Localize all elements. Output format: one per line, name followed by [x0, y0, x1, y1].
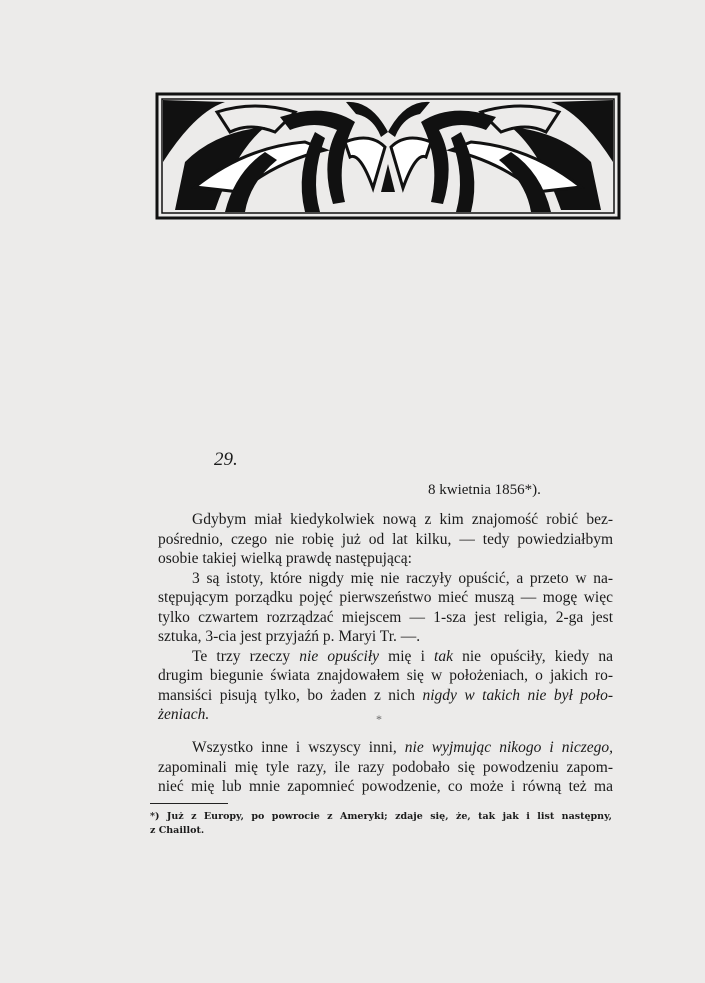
- italic-run: tak: [434, 647, 453, 665]
- text-line: pośrednio, czego nie robię już od lat kilku, — tedy powiedziałbym: [158, 530, 613, 548]
- date-footnote-mark: *).: [524, 482, 541, 498]
- text-line: sztuka, 3-cia jest przyjaźń p. Maryi Tr. —.: [158, 628, 421, 645]
- text-line: [158, 647, 613, 667]
- body-text: [158, 510, 613, 725]
- footnote: [150, 810, 612, 838]
- text-line: nieć mię lub mnie zapomnieć powodzenie, co może i równą też ma: [158, 778, 613, 795]
- section-separator: *: [376, 712, 382, 726]
- text-line: drugim biegunie świata znajdowałem się w położeniach, o jakich ro-: [158, 667, 613, 684]
- text-run: Te trzy rzeczy: [192, 647, 300, 665]
- footnote-line: z Chaillot.: [150, 825, 205, 836]
- text-line: stępującym porządku pojęć pierwszeństwo mieć muszą — mogę więc: [158, 589, 613, 606]
- text-line: Gdybym miał kiedykolwiek nową z kim znajomość robić bez-: [192, 511, 613, 528]
- text-line: [158, 686, 613, 706]
- text-run: mansiści pisują tylko, bo żaden z nich: [158, 686, 423, 704]
- letter-number: 29.: [214, 449, 238, 470]
- date-text: 8 kwietnia 1856: [428, 482, 525, 498]
- text-line: tylko czwartem rozrządzać miejscem — 1-sza jest religia, 2-ga jest: [158, 608, 613, 626]
- text-run: Wszystko inne i wszyscy inni,: [192, 739, 405, 756]
- italic-run: żeniach.: [158, 706, 210, 723]
- text-line: osobie takiej wielką prawdę następującą:: [158, 550, 412, 567]
- ornamental-headpiece: [155, 92, 621, 220]
- text-run: mię i: [379, 647, 435, 665]
- footnote-line: *) Już z Europy, po powrocie z Ameryki; zdaje się, że, tak jak i list następny,: [150, 811, 612, 822]
- letter-date: [428, 482, 541, 499]
- text-line: zapominali mię tyle razy, ile razy podobało się powodzeniu zapom-: [158, 758, 613, 776]
- italic-run: nie wyjmując nikogo i niczego,: [404, 739, 613, 756]
- italic-run: nigdy w takich nie był poło-: [422, 686, 613, 704]
- footnote-rule: [150, 803, 228, 804]
- text-run: nie opuściły, kiedy na: [452, 647, 613, 665]
- italic-run: nie opuściły: [299, 647, 380, 665]
- text-line: 3 są istoty, które nigdy mię nie raczyły opuścić, a przeto w na-: [192, 569, 613, 587]
- text-line: [158, 738, 613, 758]
- text-line: [158, 705, 613, 725]
- body-text-continued: [158, 738, 613, 797]
